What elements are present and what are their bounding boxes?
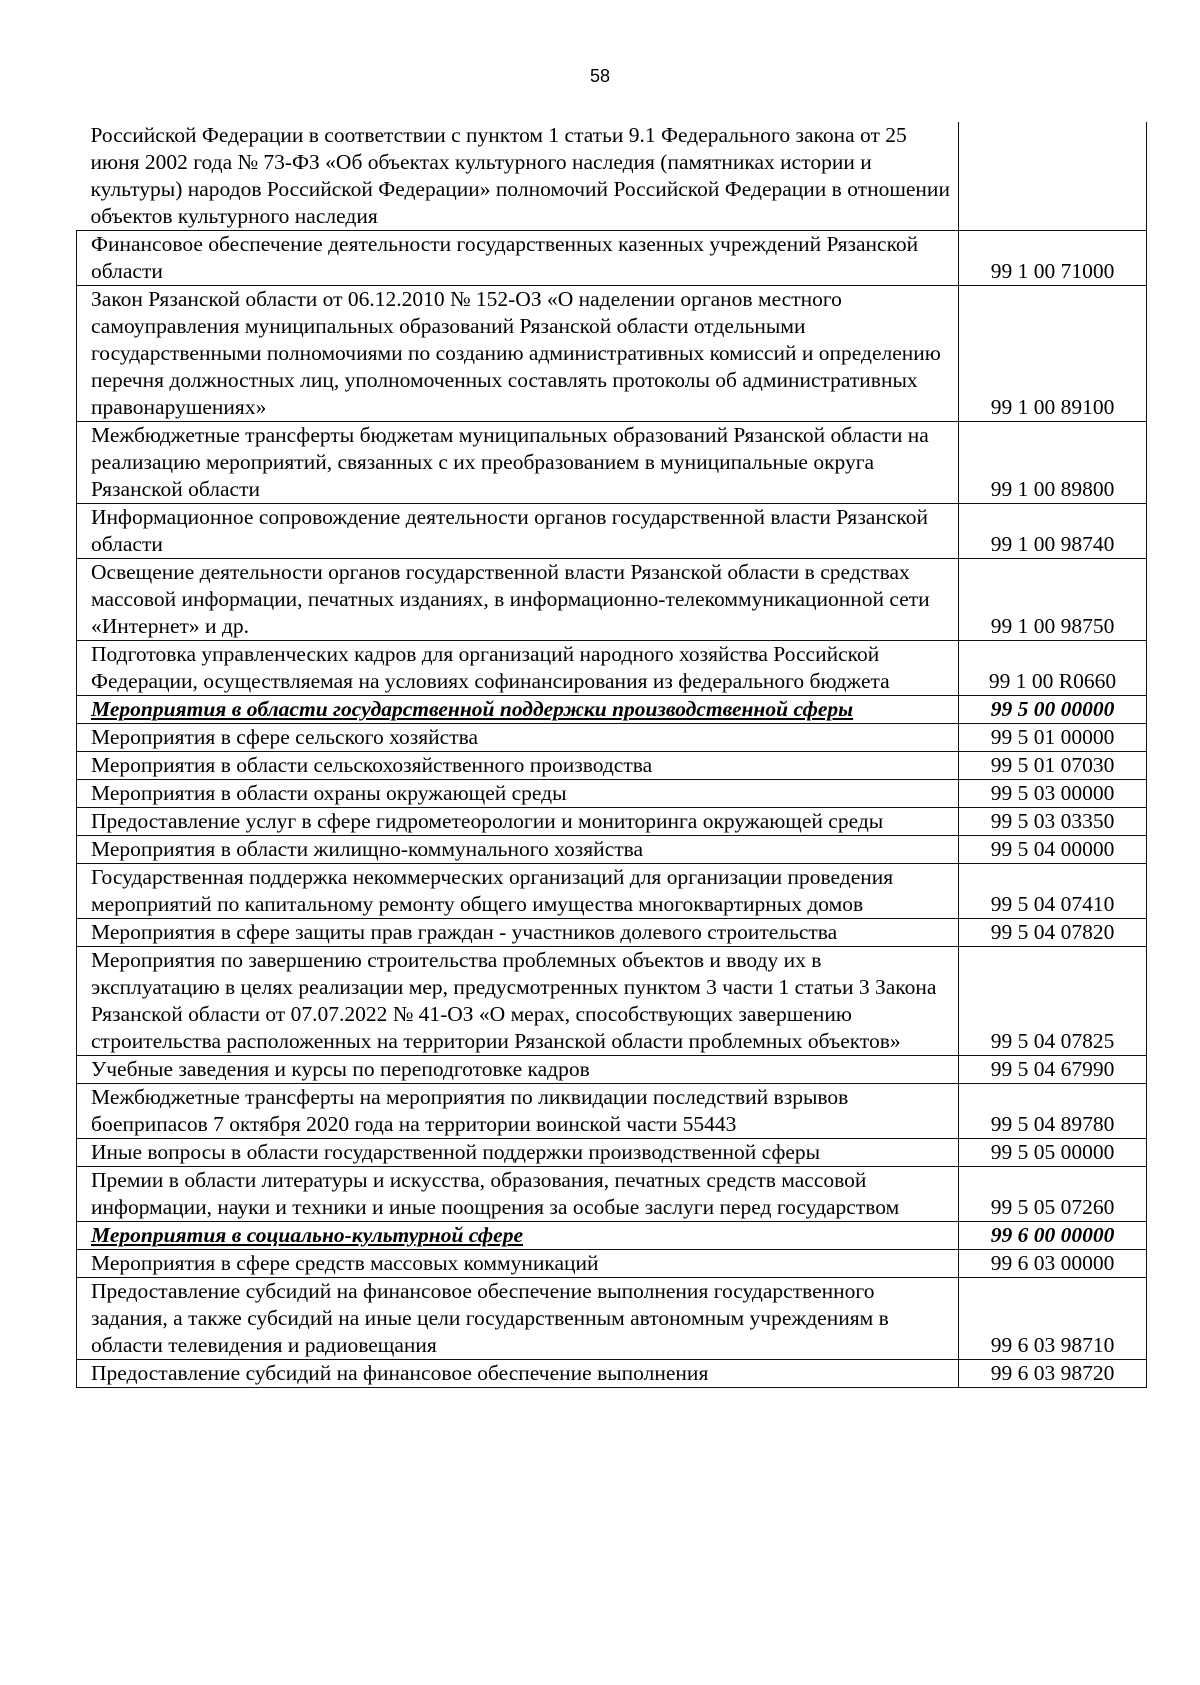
row-description: Подготовка управленческих кадров для организаций народного хозяйства Российской Федерации, осуществляемая на условиях софинансирования из федерального бюджета <box>77 641 959 696</box>
row-code: 99 5 04 07825 <box>959 947 1147 1056</box>
row-code: 99 6 03 98720 <box>959 1360 1147 1388</box>
table-row <box>77 286 1147 422</box>
table-row <box>77 422 1147 504</box>
row-code: 99 5 01 00000 <box>959 724 1147 752</box>
row-description: Предоставление услуг в сфере гидрометеорологии и мониторинга окружающей среды <box>77 808 959 836</box>
row-code: 99 1 00 89100 <box>959 286 1147 422</box>
row-description: Государственная поддержка некоммерческих организаций для организации проведения мероприятий по капитальному ремонту общего имущества многоквартирных домов <box>77 864 959 919</box>
section-title: Мероприятия в социально-культурной сфере <box>77 1222 959 1250</box>
row-description: Межбюджетные трансферты бюджетам муниципальных образований Рязанской области на реализацию мероприятий, связанных с их преобразованием в муниципальные округа Рязанской области <box>77 422 959 504</box>
row-code: 99 6 03 98710 <box>959 1278 1147 1360</box>
table-row <box>77 752 1147 780</box>
table-row <box>77 641 1147 696</box>
section-title: Мероприятия в области государственной поддержки производственной сферы <box>77 696 959 724</box>
table-row <box>77 724 1147 752</box>
table-row <box>77 1360 1147 1388</box>
section-header-row <box>77 696 1147 724</box>
row-description: Мероприятия в сфере сельского хозяйства <box>77 724 959 752</box>
table-row <box>77 559 1147 641</box>
row-description: Мероприятия в сфере средств массовых коммуникаций <box>77 1250 959 1278</box>
row-code: 99 6 03 00000 <box>959 1250 1147 1278</box>
row-code: 99 5 05 00000 <box>959 1139 1147 1167</box>
section-header-row <box>77 1222 1147 1250</box>
row-description: Мероприятия в сфере защиты прав граждан - участников долевого строительства <box>77 919 959 947</box>
row-code: 99 5 04 07410 <box>959 864 1147 919</box>
row-description: Учебные заведения и курсы по переподготовке кадров <box>77 1056 959 1084</box>
row-description: Премии в области литературы и искусства, образования, печатных средств массовой информации, науки и техники и иные поощрения за особые заслуги перед государством <box>77 1167 959 1222</box>
section-code: 99 5 00 00000 <box>959 696 1147 724</box>
table-row <box>77 864 1147 919</box>
row-code: 99 5 04 67990 <box>959 1056 1147 1084</box>
row-code <box>959 122 1147 231</box>
table-row <box>77 1250 1147 1278</box>
page-number: 58 <box>589 66 611 86</box>
row-code: 99 5 03 00000 <box>959 780 1147 808</box>
row-code: 99 5 05 07260 <box>959 1167 1147 1222</box>
row-description: Информационное сопровождение деятельности органов государственной власти Рязанской области <box>77 504 959 559</box>
row-code: 99 1 00 98750 <box>959 559 1147 641</box>
row-code: 99 5 04 07820 <box>959 919 1147 947</box>
budget-classification-table <box>76 122 1147 1388</box>
row-description: Мероприятия в области жилищно-коммунального хозяйства <box>77 836 959 864</box>
table-row <box>77 808 1147 836</box>
table-row <box>77 1278 1147 1360</box>
row-description: Мероприятия по завершению строительства проблемных объектов и вводу их в эксплуатацию в целях реализации мер, предусмотренных пунктом 3 части 1 статьи 3 Закона Рязанской области от 07.07.2022 № 41-ОЗ «О мерах, способствующих завершению строительства расположенных на территории Рязанской области проблемных объектов» <box>77 947 959 1056</box>
table-row <box>77 504 1147 559</box>
row-code: 99 1 00 98740 <box>959 504 1147 559</box>
table-row <box>77 122 1147 231</box>
row-description: Иные вопросы в области государственной поддержки производственной сферы <box>77 1139 959 1167</box>
table-row <box>77 1167 1147 1222</box>
section-code: 99 6 00 00000 <box>959 1222 1147 1250</box>
row-code: 99 5 01 07030 <box>959 752 1147 780</box>
row-code: 99 5 04 89780 <box>959 1084 1147 1139</box>
row-description: Мероприятия в области охраны окружающей среды <box>77 780 959 808</box>
table-row <box>77 1056 1147 1084</box>
row-description: Межбюджетные трансферты на мероприятия по ликвидации последствий взрывов боеприпасов 7 октября 2020 года на территории воинской части 55443 <box>77 1084 959 1139</box>
row-description: Финансовое обеспечение деятельности государственных казенных учреждений Рязанской области <box>77 231 959 286</box>
table-row <box>77 231 1147 286</box>
row-code: 99 5 04 00000 <box>959 836 1147 864</box>
row-description: Российской Федерации в соответствии с пунктом 1 статьи 9.1 Федерального закона от 25 июня 2002 года № 73-ФЗ «Об объектах культурного наследия (памятниках истории и культуры) народов Российской Федерации» полномочий Российской Федерации в отношении объектов культурного наследия <box>77 122 959 231</box>
table-row <box>77 919 1147 947</box>
row-description: Освещение деятельности органов государственной власти Рязанской области в средствах массовой информации, печатных изданиях, в информационно-телекоммуникационной сети «Интернет» и др. <box>77 559 959 641</box>
row-description: Мероприятия в области сельскохозяйственного производства <box>77 752 959 780</box>
table-row <box>77 836 1147 864</box>
table-row <box>77 947 1147 1056</box>
table-row <box>77 780 1147 808</box>
row-code: 99 5 03 03350 <box>959 808 1147 836</box>
table-row <box>77 1084 1147 1139</box>
row-code: 99 1 00 89800 <box>959 422 1147 504</box>
table-row <box>77 1139 1147 1167</box>
row-description: Закон Рязанской области от 06.12.2010 № 152-ОЗ «О наделении органов местного самоуправления муниципальных образований Рязанской области отдельными государственными полномочиями по созданию административных комиссий и определению перечня должностных лиц, уполномоченных составлять протоколы об административных правонарушениях» <box>77 286 959 422</box>
row-description: Предоставление субсидий на финансовое обеспечение выполнения государственного задания, а также субсидий на иные цели государственным автономным учреждениям в области телевидения и радиовещания <box>77 1278 959 1360</box>
row-code: 99 1 00 71000 <box>959 231 1147 286</box>
row-description: Предоставление субсидий на финансовое обеспечение выполнения <box>77 1360 959 1388</box>
row-code: 99 1 00 R0660 <box>959 641 1147 696</box>
